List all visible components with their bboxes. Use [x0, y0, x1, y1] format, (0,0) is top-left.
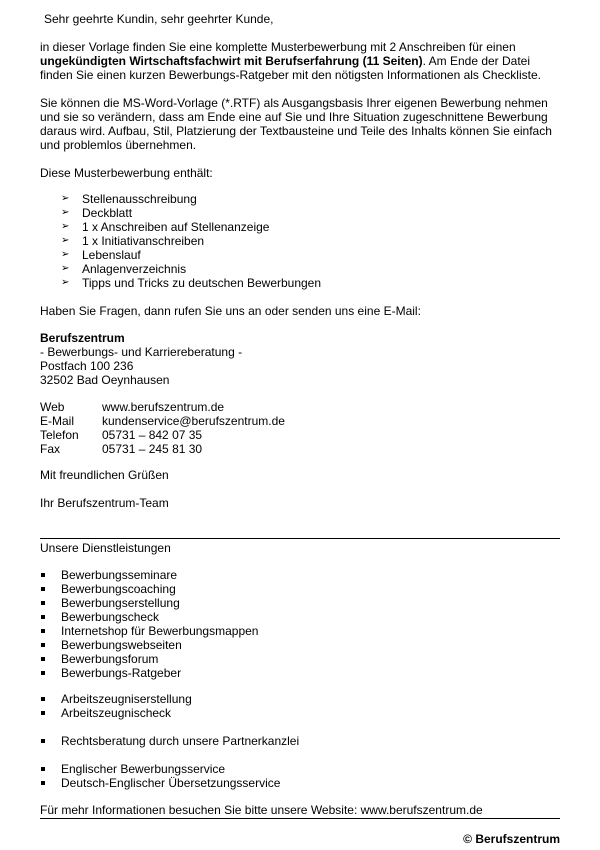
list-item: ➢ 1 x Initiativanschreiben [61, 234, 205, 248]
square-bullet-icon [41, 629, 45, 633]
closing: Mit freundlichen Grüßen [40, 468, 169, 482]
city: 32502 Bad Oeynhausen [40, 373, 170, 387]
square-bullet-icon [41, 601, 45, 605]
intro-text-2: . Am Ende der Datei finden Sie einen kurzen Bewerbungs-Ratgeber mit den nötigsten Informationen als Checkliste. [40, 54, 541, 82]
square-bullet-icon [41, 711, 45, 715]
list-item: Bewerbungs-Ratgeber [40, 666, 258, 680]
square-bullet-icon [41, 781, 45, 785]
greeting: Sehr geehrte Kundin, sehr geehrter Kunde, [44, 12, 274, 26]
signature: Ihr Berufszentrum-Team [40, 496, 169, 510]
company-subtitle: - Bewerbungs- und Karriereberatung - [40, 345, 243, 359]
list-item: Bewerbungswebseiten [40, 638, 258, 652]
website-link[interactable]: www.berufszentrum.de [102, 400, 225, 414]
contact-label: E-Mail [40, 414, 75, 428]
fax-value: 05731 – 245 81 30 [102, 442, 203, 456]
list-item: ➢ Deckblatt [61, 206, 133, 220]
intro-highlight: ungekündigten Wirtschaftsfachwirt mit Berufserfahrung (11 Seiten) [40, 54, 423, 68]
address-block [40, 331, 562, 387]
square-bullet-icon [41, 643, 45, 647]
arrow-bullet-icon: ➢ [61, 193, 70, 204]
divider [40, 818, 560, 819]
square-bullet-icon [41, 657, 45, 661]
square-bullet-icon [41, 767, 45, 771]
contact-email [40, 414, 562, 428]
contact-phone [40, 428, 562, 442]
arrow-bullet-icon: ➢ [61, 263, 70, 274]
square-bullet-icon [41, 671, 45, 675]
list-item: Englischer Bewerbungsservice [40, 762, 280, 776]
services-list [40, 692, 192, 720]
company-name: Berufszentrum [40, 331, 125, 345]
list-item: ➢ Tipps und Tricks zu deutschen Bewerbungen [61, 276, 322, 290]
list-item: ➢ 1 x Anschreiben auf Stellenanzeige [61, 220, 270, 234]
list-item: Arbeitszeugnischeck [40, 706, 192, 720]
contact-label: Web [40, 400, 65, 414]
contact-fax [40, 442, 562, 456]
list-item: Bewerbungscoaching [40, 582, 258, 596]
questions-text: Haben Sie Fragen, dann rufen Sie uns an oder senden uns eine E-Mail: [40, 304, 421, 318]
list-item: Deutsch-Englischer Übersetzungsservice [40, 776, 280, 790]
list-item: Bewerbungserstellung [40, 596, 258, 610]
divider [40, 538, 560, 539]
square-bullet-icon [41, 587, 45, 591]
contents-heading: Diese Musterbewerbung enthält: [40, 166, 213, 180]
template-usage-paragraph: Sie können die MS-Word-Vorlage (*.RTF) als Ausgangsbasis Ihrer eigenen Bewerbung nehmen und sie so verändern, dass am Ende eine auf Sie und Ihre Situation zugeschnittene Bewerbung daraus wird. Aufbau, Stil, Platzierung der Textbausteine und Teile des Inhalts können Sie einfach und problemlos übernehmen. [40, 96, 552, 152]
square-bullet-icon [41, 697, 45, 701]
list-item: ➢ Stellenausschreibung [61, 192, 197, 206]
more-info-text: Für mehr Informationen besuchen Sie bitte unsere Website: www.berufszentrum.de [40, 803, 483, 817]
list-item: Bewerbungscheck [40, 610, 258, 624]
contact-block [40, 400, 562, 456]
services-list [40, 568, 258, 680]
contact-label: Telefon [40, 428, 79, 442]
arrow-bullet-icon: ➢ [61, 277, 70, 288]
arrow-bullet-icon: ➢ [61, 249, 70, 260]
list-item: ➢ Lebenslauf [61, 248, 141, 262]
list-item: Arbeitszeugniserstellung [40, 692, 192, 706]
list-item: ➢ Anlagenverzeichnis [61, 262, 187, 276]
phone-value: 05731 – 842 07 35 [102, 428, 203, 442]
email-link[interactable]: kundenservice@berufszentrum.de [102, 414, 285, 428]
arrow-bullet-icon: ➢ [61, 235, 70, 246]
services-heading: Unsere Dienstleistungen [40, 541, 171, 555]
contact-label: Fax [40, 442, 61, 456]
services-list [40, 734, 299, 748]
arrow-bullet-icon: ➢ [61, 207, 70, 218]
square-bullet-icon [41, 615, 45, 619]
list-item: Bewerbungsforum [40, 652, 258, 666]
copyright: © Berufszentrum [463, 832, 560, 846]
intro-paragraph [40, 40, 562, 82]
square-bullet-icon [41, 739, 45, 743]
square-bullet-icon [41, 573, 45, 577]
intro-text-1: in dieser Vorlage finden Sie eine komplette Musterbewerbung mit 2 Anschreiben für einen [40, 40, 516, 54]
list-item: Rechtsberatung durch unsere Partnerkanzlei [40, 734, 299, 748]
list-item: Bewerbungsseminare [40, 568, 258, 582]
arrow-bullet-icon: ➢ [61, 221, 70, 232]
services-list [40, 762, 280, 790]
contents-list [61, 192, 321, 290]
contact-web [40, 400, 562, 414]
postbox: Postfach 100 236 [40, 359, 134, 373]
list-item: Internetshop für Bewerbungsmappen [40, 624, 258, 638]
